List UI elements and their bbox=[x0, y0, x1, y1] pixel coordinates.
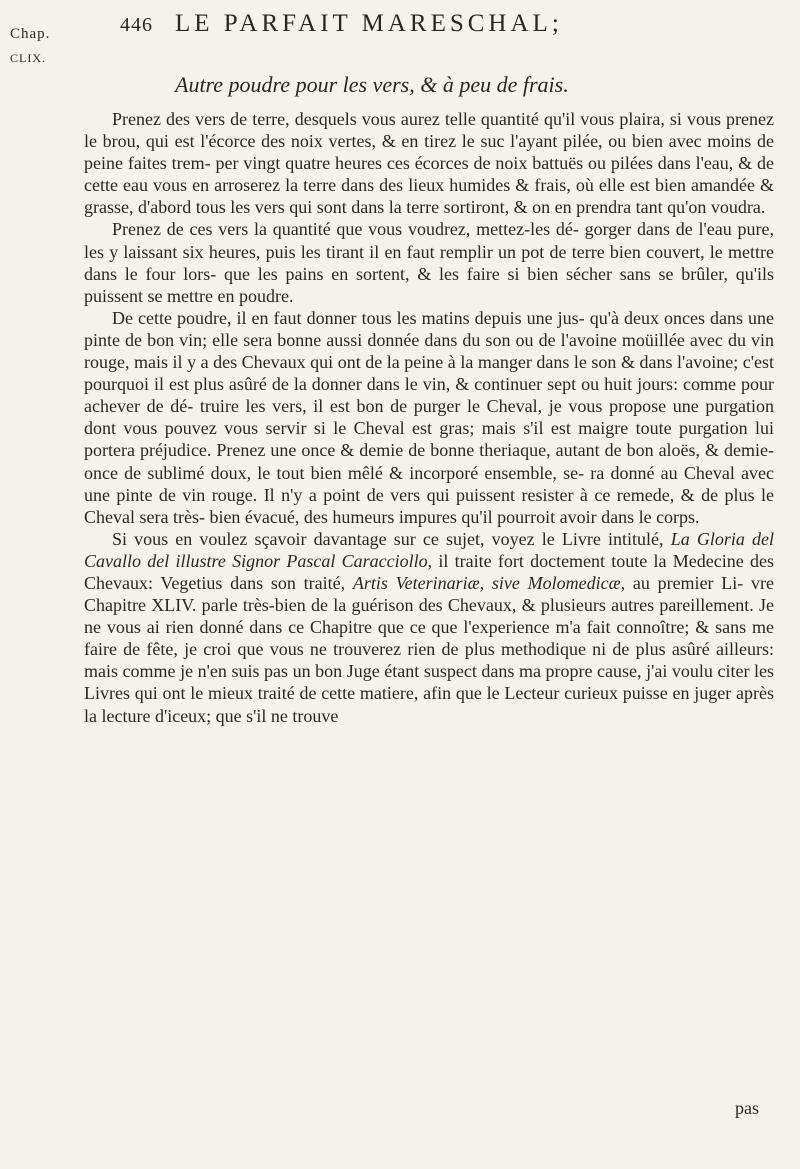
book-title: LE PARFAIT MARESCHAL; bbox=[175, 10, 563, 37]
running-head bbox=[120, 10, 780, 38]
paragraph-3: De cette poudre, il en faut donner tous les matins depuis une jus- qu'à deux onces dans une pinte de bon vin; elle sera bonne aussi donnée dans du son ou de l'avoine moüillée avec du vin rouge, mais il y a des Chevaux qui ont de la peine à la manger dans le son & dans l'avoine; c'est pourquoi il est plus asûré de la donner dans le vin, & continuer sept ou huit jours: comme pour achever de dé- truire les vers, il est bon de purger le Cheval, je vous propose une purgation dont vous pouvez vous servir si le Cheval est gras; mais s'il est maigre toute purgation lui portera préjudice. Prenez une once & demie de bonne theriaque, autant de bon aloës, & demie- once de sublimé doux, le tout bien mêlé & incorporé ensemble, se- ra donné au Cheval avec une pinte de vin rouge. Il n'y a point de vers qui puissent resister à ce remede, & de plus le Cheval sera très- bien évacué, des humeurs impures qu'il pourroit avoir dans le corps. bbox=[84, 307, 774, 527]
paragraph-1: Prenez des vers de terre, desquels vous aurez telle quantité qu'il vous plaira, si vous prenez le brou, qui est l'écorce des noix vertes, & en tirez le suc l'ayant pilée, ou bien avec moins de peine faites trem- per vingt quatre heures ces écorces de noix battuës ou pilées dans l'eau, & de cette eau vous en arroserez la terre dans des lieux humides & frais, où elle est bien amandée & grasse, d'abord tous les vers qui sont dans la terre sortiront, & on en prendra tant qu'on voudra. bbox=[84, 109, 774, 218]
page-number: 446 bbox=[120, 14, 153, 36]
section-title: Autre poudre pour les vers, & à peu de frais. bbox=[175, 72, 569, 97]
paragraph-4-part-c: , au premier Li- vre Chapitre XLIV. parle très-bien de la guérison des Chevaux, & plusieurs autres pareillement. Je ne vous ai rien donné dans ce Chapitre que ce que l'experience m'a fait connoître; & sans me faire de fête, je croi que vous ne trouverez rien de plus methodique ni de plus asûré ailleurs: mais comme je n'en suis pas un bon Juge étant suspect dans ma propre cause, j'ai voulu citer les Livres qui ont le mieux traité de cette matiere, afin que le Lecteur curieux puisse en juger après la lecture d'iceux; que s'il ne trouve bbox=[84, 572, 775, 726]
body-text bbox=[84, 108, 774, 727]
paragraph-2: Prenez de ces vers la quantité que vous voudrez, mettez-les dé- gorger dans de l'eau pure, les y laissant six heures, puis les tirant il en faut remplir un pot de terre bien couvert, le mettre dans le four lors- que les pains en sortent, & les faire si bien sécher sans se brûler, qu'ils puissent se mettre en poudre. bbox=[84, 219, 774, 306]
chapter-number: CLIX. bbox=[10, 51, 46, 65]
catchword: pas bbox=[735, 1098, 759, 1118]
book-citation-vegetius: Artis Veterinariæ, sive Molomedicæ bbox=[352, 572, 621, 593]
chapter-margin-note bbox=[10, 22, 70, 70]
book-citation-caracciollo: La Gloria del Cavallo del illustre Signor Pascal Caracciollo bbox=[84, 528, 775, 571]
paragraph-4-part-b: , il traite fort doctement toute la Medecine des Chevaux: Vegetius dans son traité, bbox=[84, 550, 774, 593]
chapter-label: Chap. bbox=[10, 26, 51, 42]
paragraph-4 bbox=[84, 528, 774, 727]
paragraph-4-part-a: Si vous en voulez sçavoir davantage sur ce sujet, voyez le Livre intitulé, bbox=[112, 528, 664, 549]
